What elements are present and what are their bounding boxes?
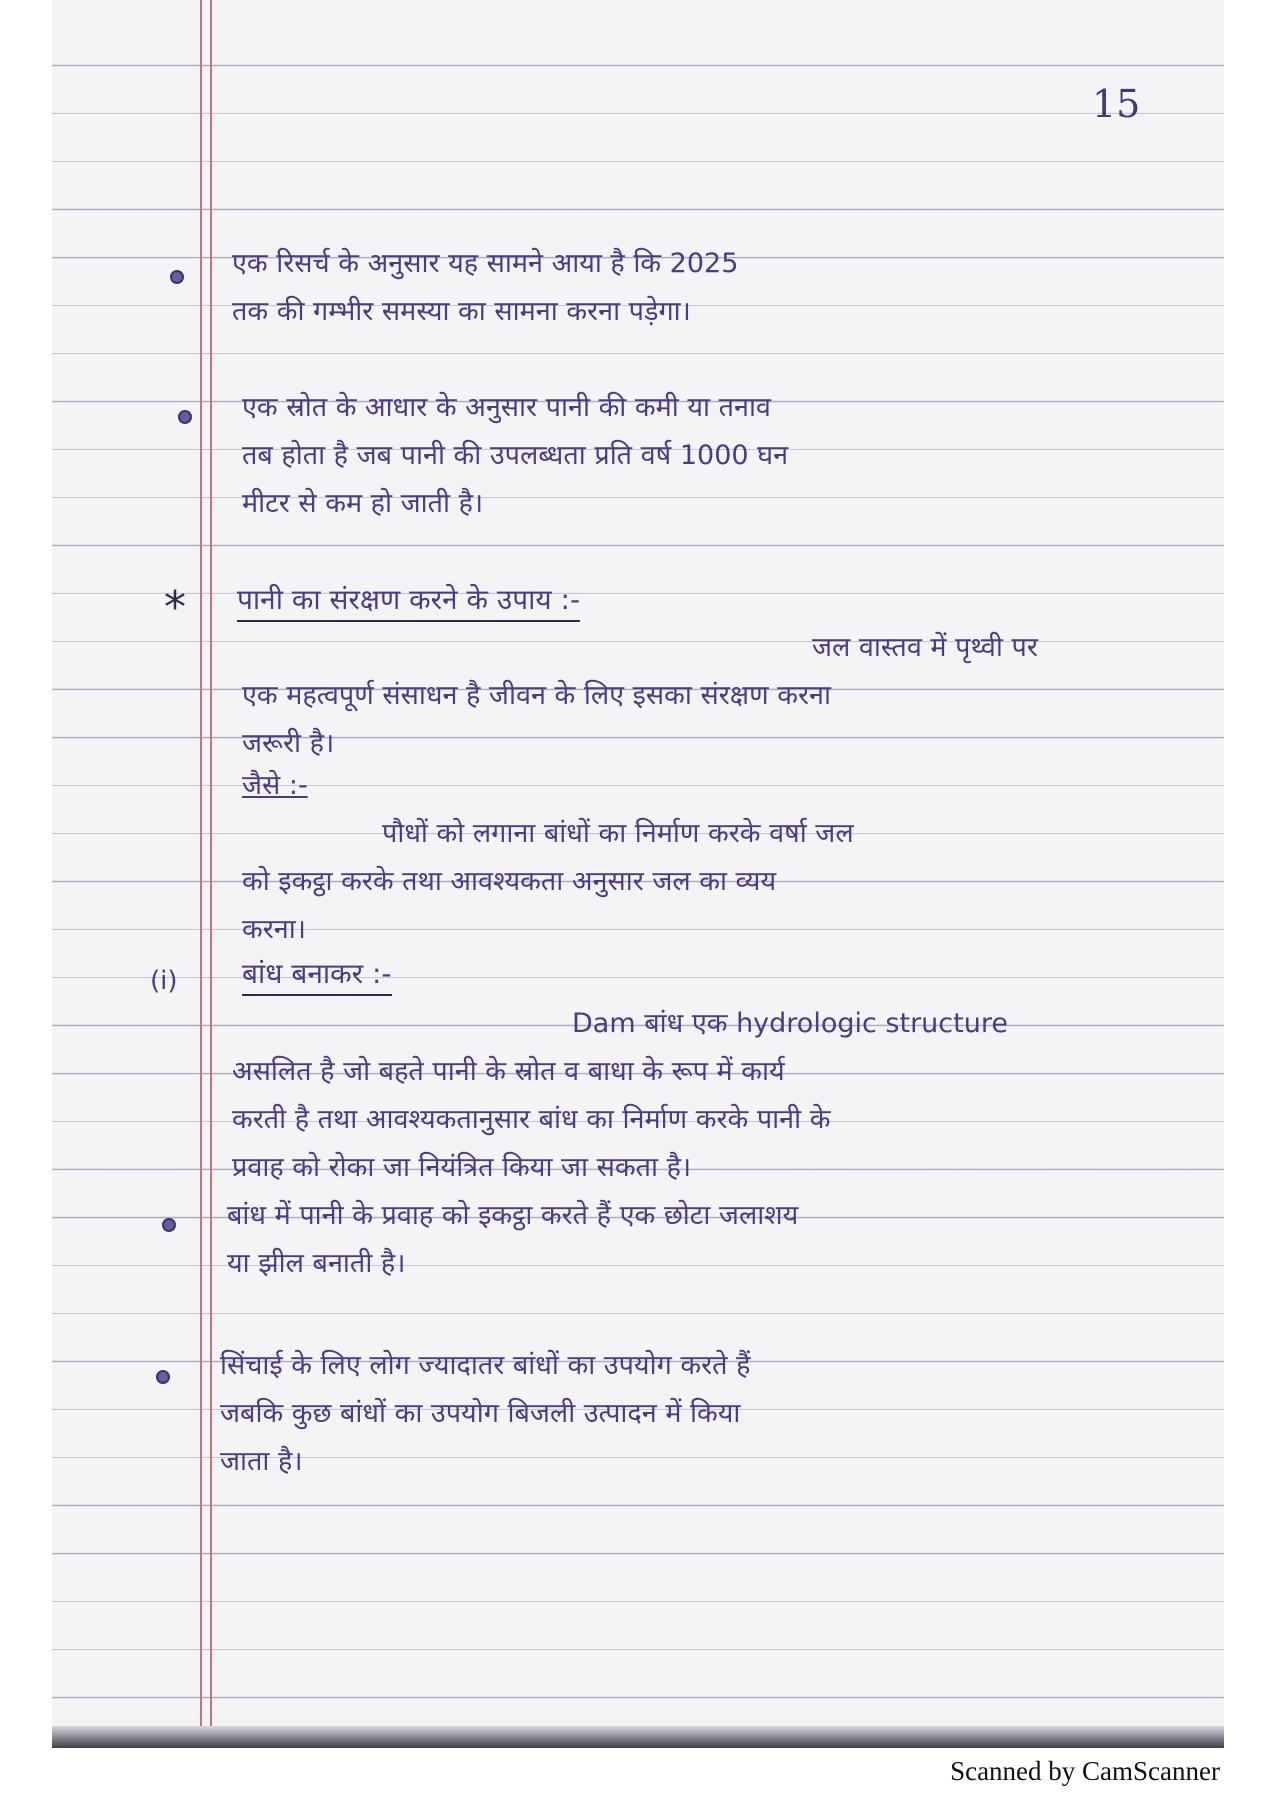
bullet-4-line-3: जाता है। (220, 1446, 303, 1477)
bullet-dot (162, 1218, 176, 1232)
page-edge-shadow (52, 1726, 1224, 1748)
subsection-para-line-2: असलित है जो बहते पानी के स्रोत व बाधा के रूप में कार्य (232, 1056, 785, 1087)
bullet-dot (170, 270, 184, 284)
margin-line (210, 0, 212, 1748)
bullet-4-line-1: सिंचाई के लिए लोग ज्यादातर बांधों का उपयोग करते हैं (220, 1350, 751, 1381)
bullet-3-line-2: या झील बनाती है। (227, 1248, 406, 1279)
bullet-2-line-2: तब होता है जब पानी की उपलब्धता प्रति वर्ष 1000 घन (242, 440, 789, 471)
subsection-heading: बांध बनाकर :- (242, 954, 392, 996)
subsection-para-line-4: प्रवाह को रोका जा नियंत्रित किया जा सकता है। (232, 1152, 692, 1183)
section-para-1-line-2: एक महत्वपूर्ण संसाधन है जीवन के लिए इसका संरक्षण करना (242, 680, 831, 711)
subsection-para-line-3: करती है तथा आवश्यकतानुसार बांध का निर्माण करके पानी के (232, 1104, 831, 1135)
section-para-1-line-3: जरूरी है। (242, 728, 335, 759)
bullet-1-line-1: एक रिसर्च के अनुसार यह सामने आया है कि 2025 (232, 248, 739, 279)
section-para-2-line-2: को इकट्ठा करके तथा आवश्यकता अनुसार जल का व्यय (242, 866, 777, 897)
margin-line (200, 0, 202, 1748)
scanner-watermark: Scanned by CamScanner (950, 1756, 1220, 1786)
bullet-dot (156, 1370, 170, 1384)
bullet-2-line-1: एक स्रोत के आधार के अनुसार पानी की कमी या तनाव (242, 392, 771, 423)
subsection-para-line-1: Dam बांध एक hydrologic structure (572, 1008, 1008, 1039)
bullet-4-line-2: जबकि कुछ बांधों का उपयोग बिजली उत्पादन में किया (220, 1398, 741, 1429)
page-number: 15 (1092, 82, 1141, 126)
bullet-dot (178, 410, 192, 424)
section-heading: पानी का संरक्षण करने के उपाय :- (237, 580, 580, 622)
roman-numeral-marker: (i) (150, 966, 178, 996)
asterisk-marker: * (164, 582, 186, 633)
example-label: जैसे :- (242, 770, 308, 801)
section-para-2-line-3: करना। (242, 914, 306, 945)
notebook-page (52, 0, 1224, 1748)
section-para-2-line-1: पौधों को लगाना बांधों का निर्माण करके वर्षा जल (382, 818, 854, 849)
bullet-3-line-1: बांध में पानी के प्रवाह को इकट्ठा करते हैं एक छोटा जलाशय (227, 1200, 799, 1231)
bullet-1-line-2: तक की गम्भीर समस्या का सामना करना पड़ेगा। (232, 296, 691, 327)
bullet-2-line-3: मीटर से कम हो जाती है। (242, 488, 484, 519)
section-para-1-line-1: जल वास्तव में पृथ्वी पर (812, 632, 1038, 663)
